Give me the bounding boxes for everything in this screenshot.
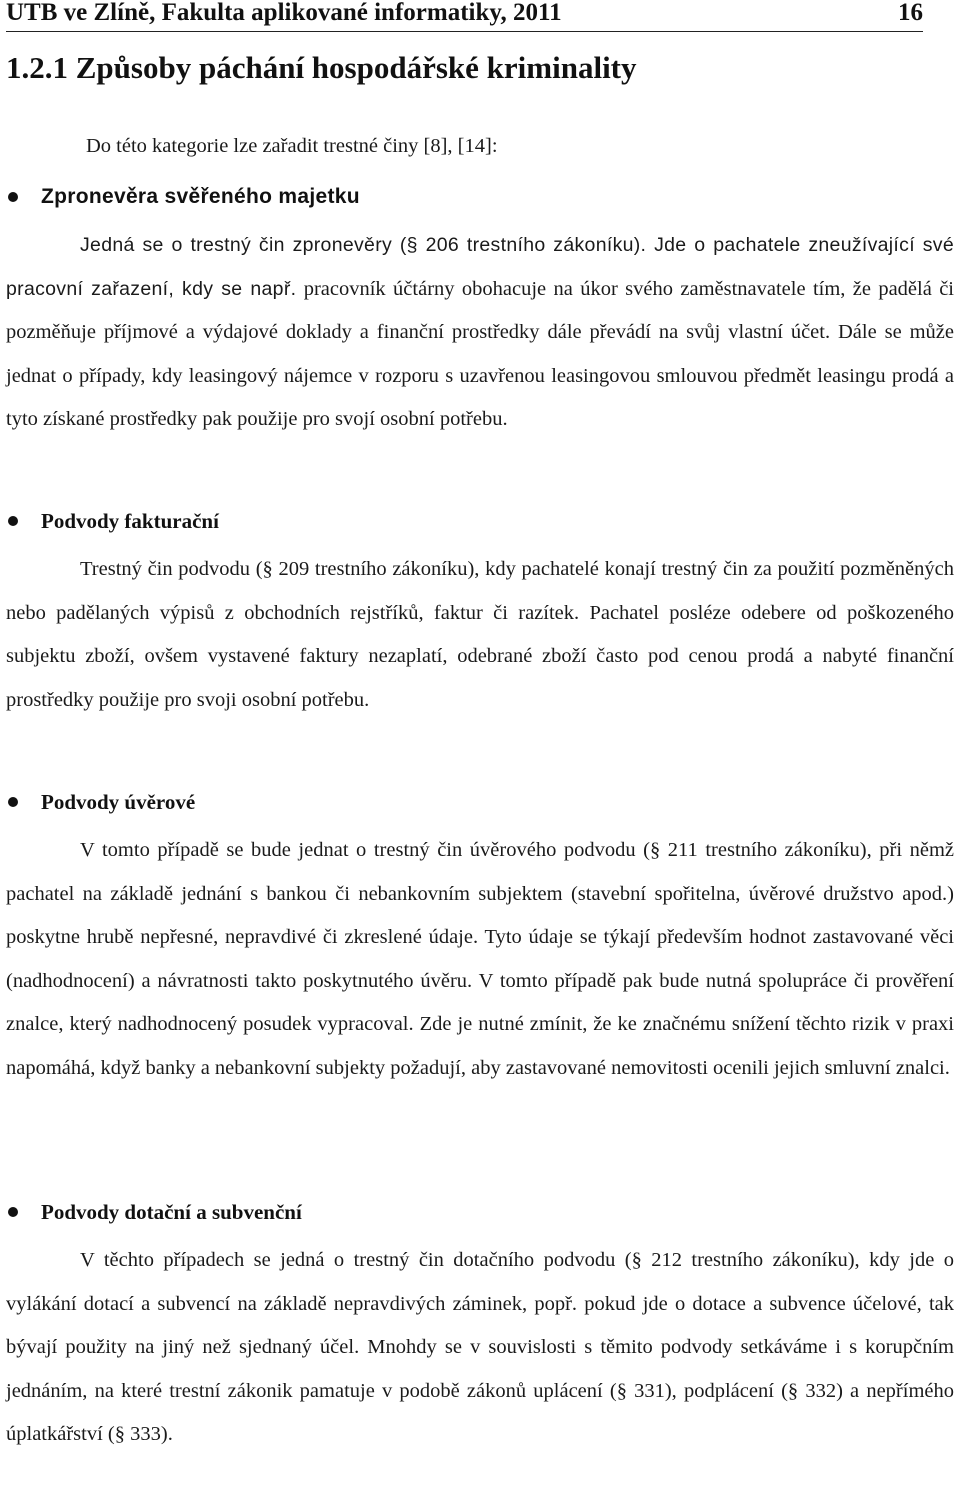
paragraph-text-sans: Jedná se o trestný čin zpronevěry (§ 206 trestního zákoníku). Jde o pachatele zneužívající své pracovní zařazení, kdy se např.	[6, 234, 954, 300]
item-paragraph	[6, 1239, 954, 1457]
list-item-bullet	[0, 1196, 960, 1228]
item-title: Podvody dotační a subvenční	[41, 1200, 302, 1224]
header-rule	[6, 31, 923, 32]
header-title: UTB ve Zlíně, Fakulta aplikované informatiky, 2011	[6, 0, 562, 26]
running-header	[6, 0, 923, 32]
item-paragraph	[6, 548, 954, 722]
item-title: Podvody úvěrové	[41, 790, 196, 814]
bullet-icon	[8, 1207, 18, 1217]
item-paragraph	[6, 829, 954, 1091]
item-paragraph	[6, 224, 954, 442]
list-item-bullet	[0, 505, 960, 537]
item-title: Podvody fakturační	[41, 509, 219, 533]
paragraph-text: V těchto případech se jedná o trestný čin dotačního podvodu (§ 212 trestního zákoníku), kdy jde o vylákání dotací a subvencí na základě nepravdivých záminek, popř. pokud jde o dotace a subvence účelové, tak bývají použity na jiný než sjednaný účel. Mnohdy se v souvislosti s těmito podvody setkáváme i s korupčním jednáním, na které trestní zákonik pamatuje v podobě zákonů uplácení (§ 331), podplácení (§ 332) a nepřímého úplatkářství (§ 333).	[6, 1249, 954, 1446]
bullet-icon	[8, 192, 18, 202]
bullet-icon	[8, 516, 18, 526]
paragraph-text: V tomto případě se bude jednat o trestný čin úvěrového podvodu (§ 211 trestního zákoníku), při němž pachatel na základě jednání s bankou či nebankovním subjektem (stavební spořitelna, úvěrové družstvo apod.) poskytne hrubě nepřesné, nepravdivé či zkreslené údaje. Tyto údaje se týkají především hodnot zastavované věci (nadhodnocení) a návratnosti takto poskytnutého úvěru. V tomto případě pak bude nutná spolupráce či prověření znalce, který nadhodnocený posudek vypracoval. Zde je nutné zmínit, že ke značnému snížení těchto rizik v praxi napomáhá, když banky a nebankovní subjekty požadují, aby zastavované nemovitosti ocenili jejich smluvní znalci.	[6, 839, 954, 1079]
paragraph-text: Trestný čin podvodu (§ 209 trestního zákoníku), kdy pachatelé konají trestný čin za použití pozměněných nebo padělaných výpisů z obchodních rejstříků, faktur či razítek. Pachatel posléze odebere od poškozeného subjektu zboží, ovšem vystavené faktury nezaplatí, odebrané zboží často pod cenou prodá a nabyté finanční prostředky použije pro svoji osobní potřebu.	[6, 558, 954, 711]
intro-text: Do této kategorie lze zařadit trestné činy [8], [14]:	[86, 135, 498, 157]
section-heading: 1.2.1 Způsoby páchání hospodářské kriminality	[6, 50, 637, 85]
list-item-bullet	[0, 181, 960, 213]
item-title: Zpronevěra svěřeného majetku	[41, 185, 360, 208]
page-number: 16	[898, 0, 923, 26]
paragraph-text: pracovník účtárny obohacuje na úkor svého zaměstnavatele tím, že padělá či pozměňuje příjmové a výdajové doklady a finanční prostředky dále převádí na svůj vlastní účet. Dále se může jednat o případy, kdy leasingový nájemce v rozporu s uzavřenou leasingovou smlouvou předmět leasingu prodá a tyto získané prostředky pak použije pro svojí osobní potřebu.	[6, 277, 954, 431]
list-item-bullet	[0, 786, 960, 818]
bullet-icon	[8, 797, 18, 807]
